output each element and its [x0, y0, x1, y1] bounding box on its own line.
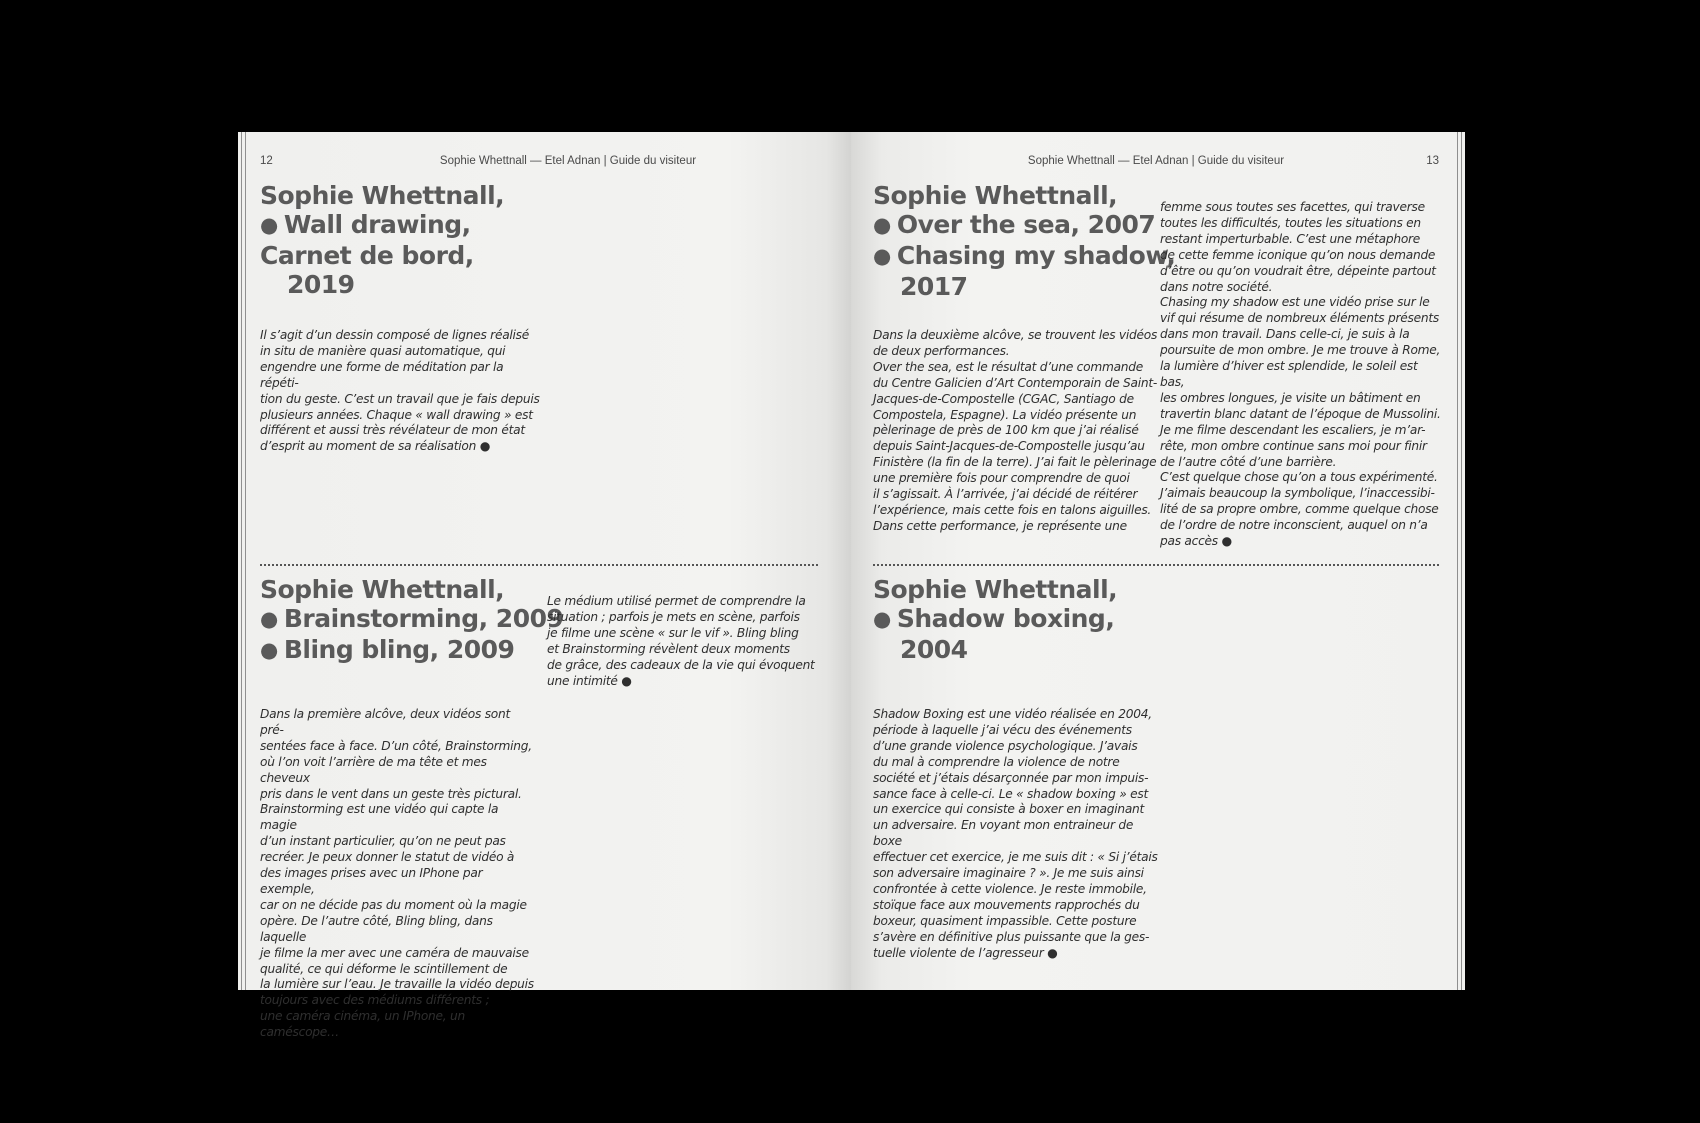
- section-divider: [260, 564, 818, 566]
- title-line-bulleted: ● Brainstorming, 2009: [260, 604, 563, 635]
- title-line: Carnet de bord,: [260, 241, 474, 270]
- right-page: [851, 132, 1465, 990]
- title-line-bulleted: ● Wall drawing,: [260, 210, 504, 241]
- body-text: Shadow Boxing est une vidéo réalisée en 2004, période à laquelle j’ai vécu des événements d’une grande violence psychologique. J’avais du mal à comprendre la violence de notre société et j’étais désarçonnée par mon impuis- sance face à celle-ci. Le « shadow boxing » est un exercice qui consiste à boxer en imaginant un adversaire. En voyant mon entraineur de boxe effectuer cet exercice, je me suis dit : « Si j’étais son adversaire imaginaire ? ». Je me suis ainsi confrontée à cette violence. Je reste immobile, stoïque face aux mouvements rapprochés du boxeur, quasiment impassible. Cette posture s’avère en définitive plus puissante que la ges- tuelle violente de l’agresseur ●: [873, 707, 1158, 962]
- section-title: [873, 575, 1117, 664]
- section-title: [260, 575, 563, 666]
- section-title: [873, 181, 1175, 301]
- title-line-bulleted: ● Bling bling, 2009: [260, 635, 563, 666]
- page-edge: [245, 132, 246, 990]
- running-header: Sophie Whettnall — Etel Adnan | Guide du visiteur: [1027, 155, 1285, 167]
- title-line: 2004: [900, 635, 968, 664]
- running-header: Sophie Whettnall — Etel Adnan | Guide du visiteur: [439, 155, 697, 167]
- title-line-bulleted: ● Over the sea, 2007: [873, 210, 1175, 241]
- left-page: [238, 132, 851, 1040]
- title-line-bulleted: ● Shadow boxing,: [873, 604, 1117, 635]
- page-number: 12: [260, 155, 273, 167]
- page-number: 13: [1426, 155, 1439, 167]
- title-line: Sophie Whettnall,: [873, 181, 1118, 210]
- body-text: Dans la première alcôve, deux vidéos sont pré- sentées face à face. D’un côté, Brainstorming, où l’on voit l’arrière de ma tête et mes cheveux pris dans le vent dans un geste très pictural. Brainstorming est une vidéo qui capte la magie d’un instant particulier, qu’on ne peut pas recréer. Je peux donner le statut de vidéo à des images prises avec un IPhone par exemple, car on ne décide pas du moment où la magie opère. De l’autre côté, Bling bling, dans laquelle je filme la mer avec une caméra de mauvaise qualité, ce qui déforme le scintillement de la lumière sur l’eau. Je travaille la vidéo depuis toujours avec des médiums différents ; une caméra cinéma, un IPhone, un caméscope…: [260, 707, 534, 1040]
- title-line: Sophie Whettnall,: [260, 575, 505, 604]
- page-edge: [1457, 132, 1458, 990]
- title-line: 2017: [900, 272, 968, 301]
- title-line-bulleted: ● Chasing my shadow,: [873, 241, 1175, 272]
- section-divider: [873, 564, 1439, 566]
- title-line: 2019: [287, 270, 355, 299]
- page-edge: [1461, 132, 1462, 990]
- booklet-spread: [238, 132, 1465, 1040]
- body-text: Il s’agit d’un dessin composé de lignes réalisé in situ de manière quasi automatique, qui engendre une forme de méditation par la répéti- tion du geste. C’est un travail que je fais depuis plusieurs années. Chaque « wall drawing » est différent et aussi très révélateur de mon état d’esprit au moment de sa réalisation ●: [260, 328, 545, 455]
- title-line: Sophie Whettnall,: [260, 181, 505, 210]
- section-title: [260, 181, 504, 299]
- body-text: Dans la deuxième alcôve, se trouvent les vidéos de deux performances. Over the sea, est le résultat d’une commande du Centre Galicien d’Art Contemporain de Saint- Jacques-de-Compostelle (CGAC, Santiago de Compostela, Espagne). La vidéo présente un pèlerinage de près de 100 km que j’ai réalisé depuis Saint-Jacques-de-Compostelle jusqu’au Finistère (la fin de la terre). J’ai fait le pèlerinage une première fois pour comprendre de quoi il s’agissait. À l’arrivée, j’ai décidé de réitérer l’expérience, mais cette fois en talons aiguilles. Dans cette performance, je représente une: [873, 328, 1158, 533]
- body-text: Le médium utilisé permet de comprendre la situation ; parfois je mets en scène, parfois je filme une scène « sur le vif ». Bling bling et Brainstorming révèlent deux moments de grâce, des cadeaux de la vie qui évoquent une intimité ●: [547, 594, 827, 689]
- title-line: Sophie Whettnall,: [873, 575, 1118, 604]
- body-text: femme sous toutes ses facettes, qui traverse toutes les difficultés, toutes les situations en restant imperturbable. C’est une métaphore de cette femme iconique qu’on nous demande d’être ou qu’on voudrait être, dépeinte partout dans notre société. Chasing my shadow est une vidéo prise sur le vif qui résume de nombreux éléments présents dans mon travail. Dans celle-ci, je suis à la poursuite de mon ombre. Je me trouve à Rome, la lumière d’hiver est splendide, le soleil est bas, les ombres longues, je visite un bâtiment en travertin blanc datant de l’époque de Mussolini. Je me filme descendant les escaliers, je m’ar- rête, mon ombre continue sans moi pour finir de l’autre côté d’une barrière. C’est quelque chose qu’on a tous expérimenté. J’aimais beaucoup la symbolique, l’inaccessibi- lité de sa propre ombre, comme quelque chose de l’ordre de notre inconscient, auquel on n’a pas accès ●: [1160, 200, 1445, 550]
- page-edge: [241, 132, 242, 990]
